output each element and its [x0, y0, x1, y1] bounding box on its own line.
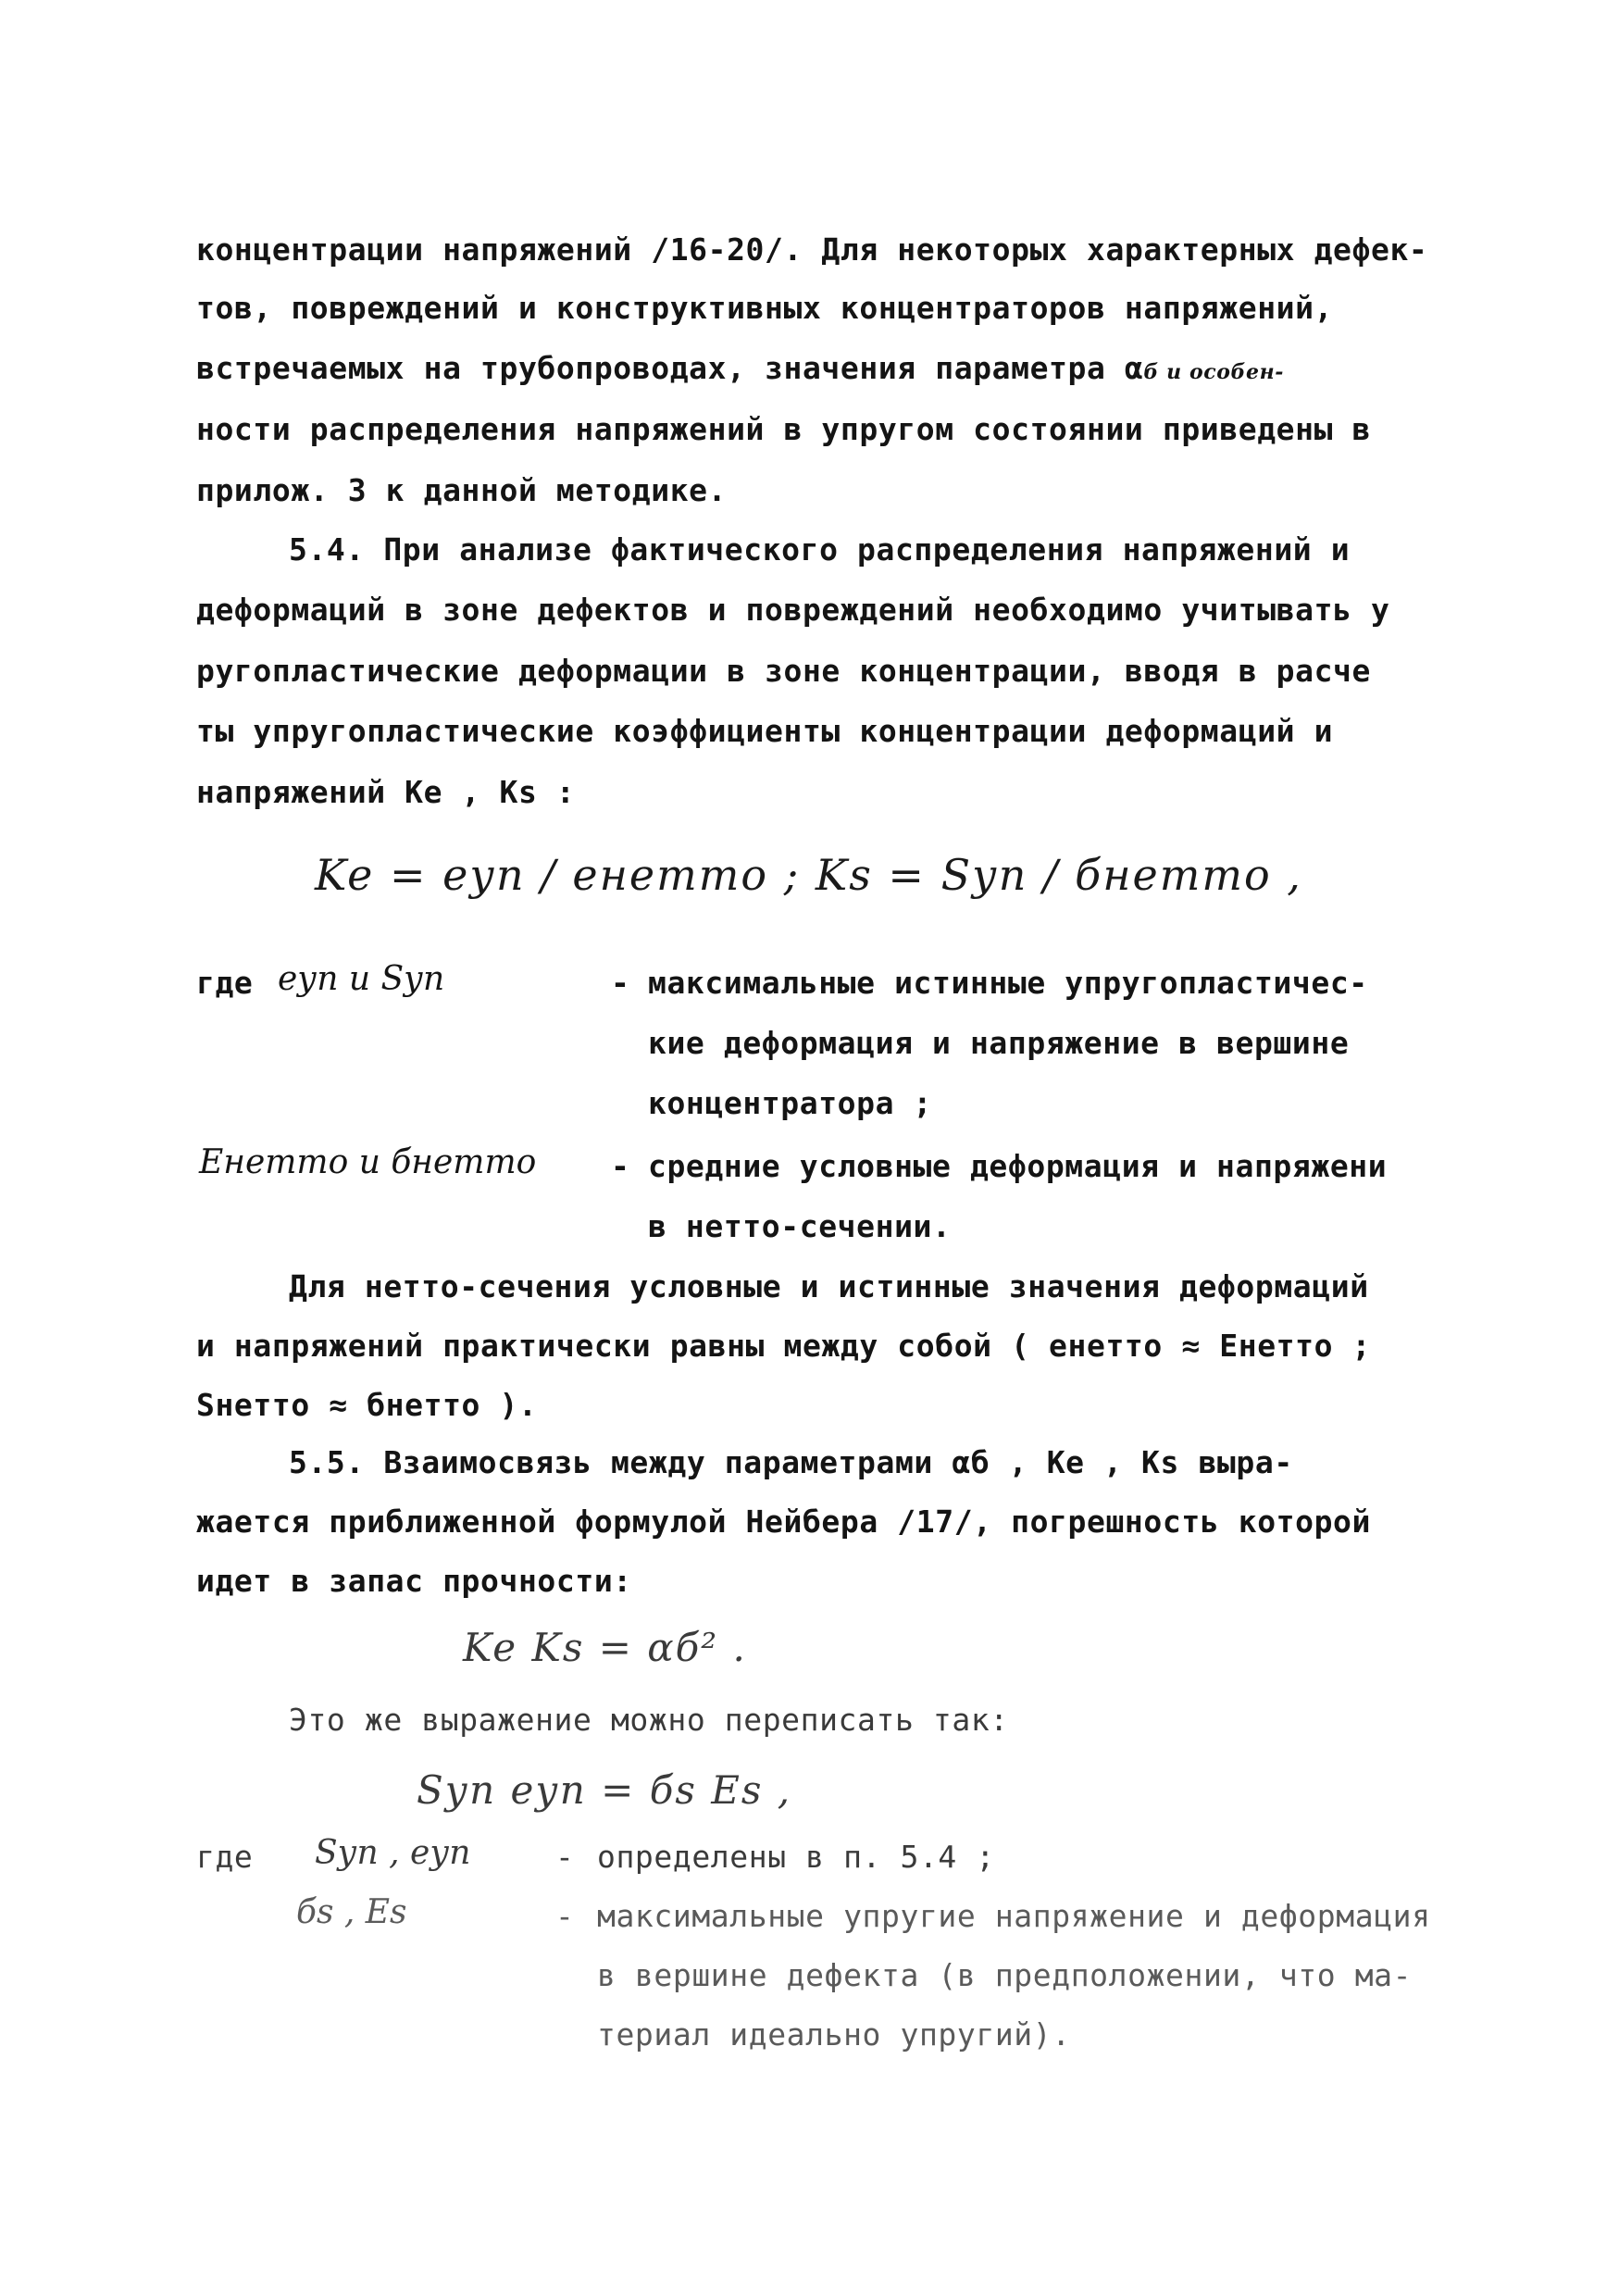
section-5-5-heading-line: 5.5. Взаимосвязь между параметрами αб , Ke , Ks выра-: [289, 1444, 1293, 1480]
definition-text: максимальные истинные упругопластичес-: [648, 965, 1368, 1001]
definition-text: концентратора ;: [648, 1085, 933, 1121]
definition-dash: -: [611, 965, 629, 1001]
text-line: напряжений Ke , Ks :: [196, 774, 576, 810]
definition-terms: Eнетто и бнетто: [199, 1143, 537, 1181]
text-line: [196, 348, 1284, 393]
definition-text: определены в п. 5.4 ;: [597, 1839, 995, 1875]
definition-dash: -: [555, 1898, 574, 1934]
text-line: ругопластические деформации в зоне концентрации, вводя в расче: [196, 653, 1371, 689]
section-5-4-heading-line: 5.4. При анализе фактического распределения напряжений и: [289, 531, 1351, 568]
text-line: Это же выражение можно переписать так:: [289, 1702, 1009, 1738]
formula-ke-ks: Ke = eуп / eнетто ; Ks = Sуп / бнетто ,: [315, 850, 1302, 900]
definition-dash: -: [555, 1839, 574, 1875]
definition-text: в нетто-сечении.: [648, 1208, 952, 1244]
definition-dash: -: [611, 1148, 629, 1184]
definition-text: средние условные деформация и напряжени: [648, 1148, 1388, 1184]
text-line: прилож. 3 к данной методике.: [196, 472, 728, 508]
definition-terms: eуп и Sуп: [278, 960, 445, 998]
definition-text: в вершине дефекта (в предположении, что ма-: [597, 1957, 1413, 1993]
text-line: идет в запас прочности:: [196, 1563, 632, 1599]
definition-text: кие деформация и напряжение в вершине: [648, 1025, 1350, 1061]
definition-text: териал идеально упругий).: [597, 2016, 1071, 2053]
definition-terms: бs , Es: [296, 1893, 407, 1931]
where-label: где: [196, 1839, 254, 1875]
definition-terms: Sуп , eуп: [315, 1834, 471, 1872]
text-line: ности распределения напряжений в упругом состоянии приведены в: [196, 411, 1371, 447]
text-line: Sнетто ≈ бнетто ).: [196, 1387, 538, 1423]
text-line: и напряжений практически равны между собой ( eнетто ≈ Eнетто ;: [196, 1328, 1371, 1364]
text-line: ты упругопластические коэффициенты концентрации деформаций и: [196, 713, 1334, 749]
text-line: тов, повреждений и конструктивных концентраторов напряжений,: [196, 290, 1334, 326]
definition-text: максимальные упругие напряжение и деформация: [597, 1898, 1431, 1934]
text-line: Для нетто-сечения условные и истинные значения деформаций: [289, 1268, 1369, 1304]
text-line: концентрации напряжений /16-20/. Для некоторых характерных дефек-: [196, 231, 1428, 268]
formula-neuber: Ke Ks = αб² .: [463, 1625, 747, 1670]
text-line: жается приближенной формулой Нейбера /17/, погрешность которой: [196, 1504, 1371, 1540]
subscript: б и особен-: [1143, 360, 1284, 384]
where-label: где: [196, 965, 254, 1001]
text-fragment: встречаемых на трубопроводах, значения параметра α: [196, 350, 1144, 386]
text-line: деформаций в зоне дефектов и повреждений необходимо учитывать у: [196, 592, 1390, 628]
formula-rewritten: Sуп eуп = бs Es ,: [417, 1767, 792, 1813]
